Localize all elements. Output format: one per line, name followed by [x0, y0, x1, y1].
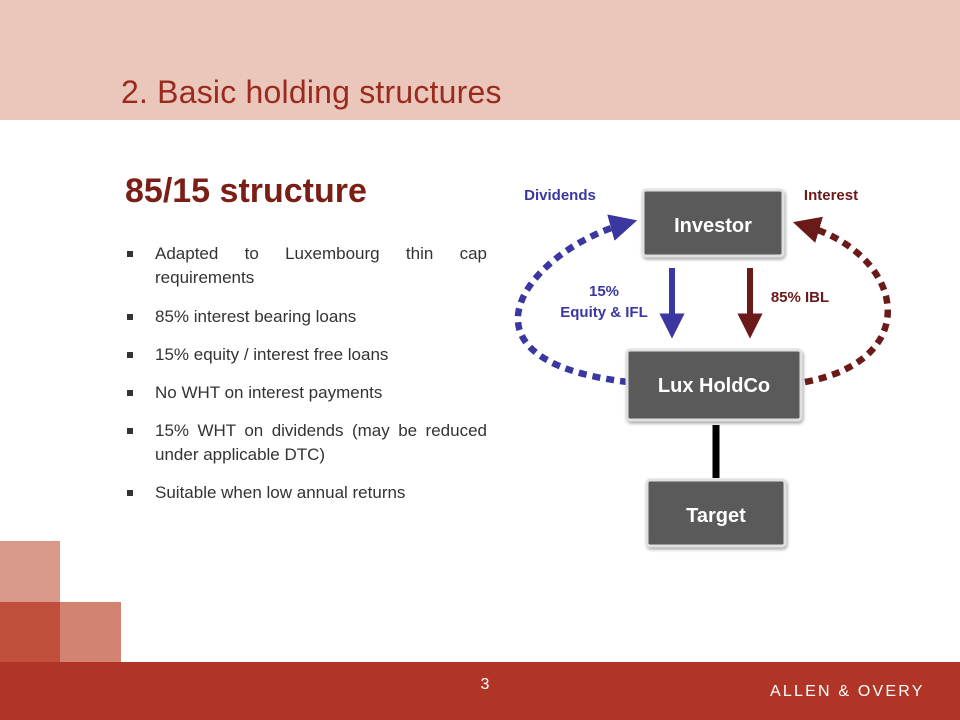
- section-title: 85/15 structure: [125, 172, 367, 210]
- slide-title: 2. Basic holding structures: [121, 74, 502, 110]
- company-logo: ALLEN & OVERY: [770, 683, 925, 700]
- dividends-flow-arrow: [518, 224, 628, 382]
- decor-square: [60, 602, 121, 662]
- bullet-text: Adapted to Luxembourg thin cap requirements: [155, 244, 487, 287]
- equity-label-line2: Equity & IFL: [560, 304, 648, 321]
- decor-square: [0, 602, 60, 662]
- bullet-text: No WHT on interest payments: [155, 383, 383, 402]
- decor-square: [0, 541, 60, 602]
- target-node: [647, 480, 785, 546]
- bullet-text: 15% equity / interest free loans: [155, 345, 389, 364]
- holdco-node: [627, 350, 801, 420]
- interest-label: Interest: [803, 187, 859, 204]
- equity-label-line1: 15%: [588, 283, 620, 300]
- holdco-node-label: Lux HoldCo: [657, 375, 771, 397]
- investor-node-label: Investor: [674, 215, 752, 237]
- investor-node: [643, 190, 783, 256]
- dividends-label: Dividends: [524, 187, 596, 204]
- page-number: 3: [480, 676, 490, 693]
- bullet-text: 15% WHT on dividends (may be reduced under applicable DTC): [155, 421, 487, 464]
- bullet-text: Suitable when low annual returns: [155, 483, 406, 502]
- target-node-label: Target: [686, 505, 746, 527]
- bullet-text: 85% interest bearing loans: [155, 307, 357, 326]
- ibl-label: 85% IBL: [770, 289, 830, 306]
